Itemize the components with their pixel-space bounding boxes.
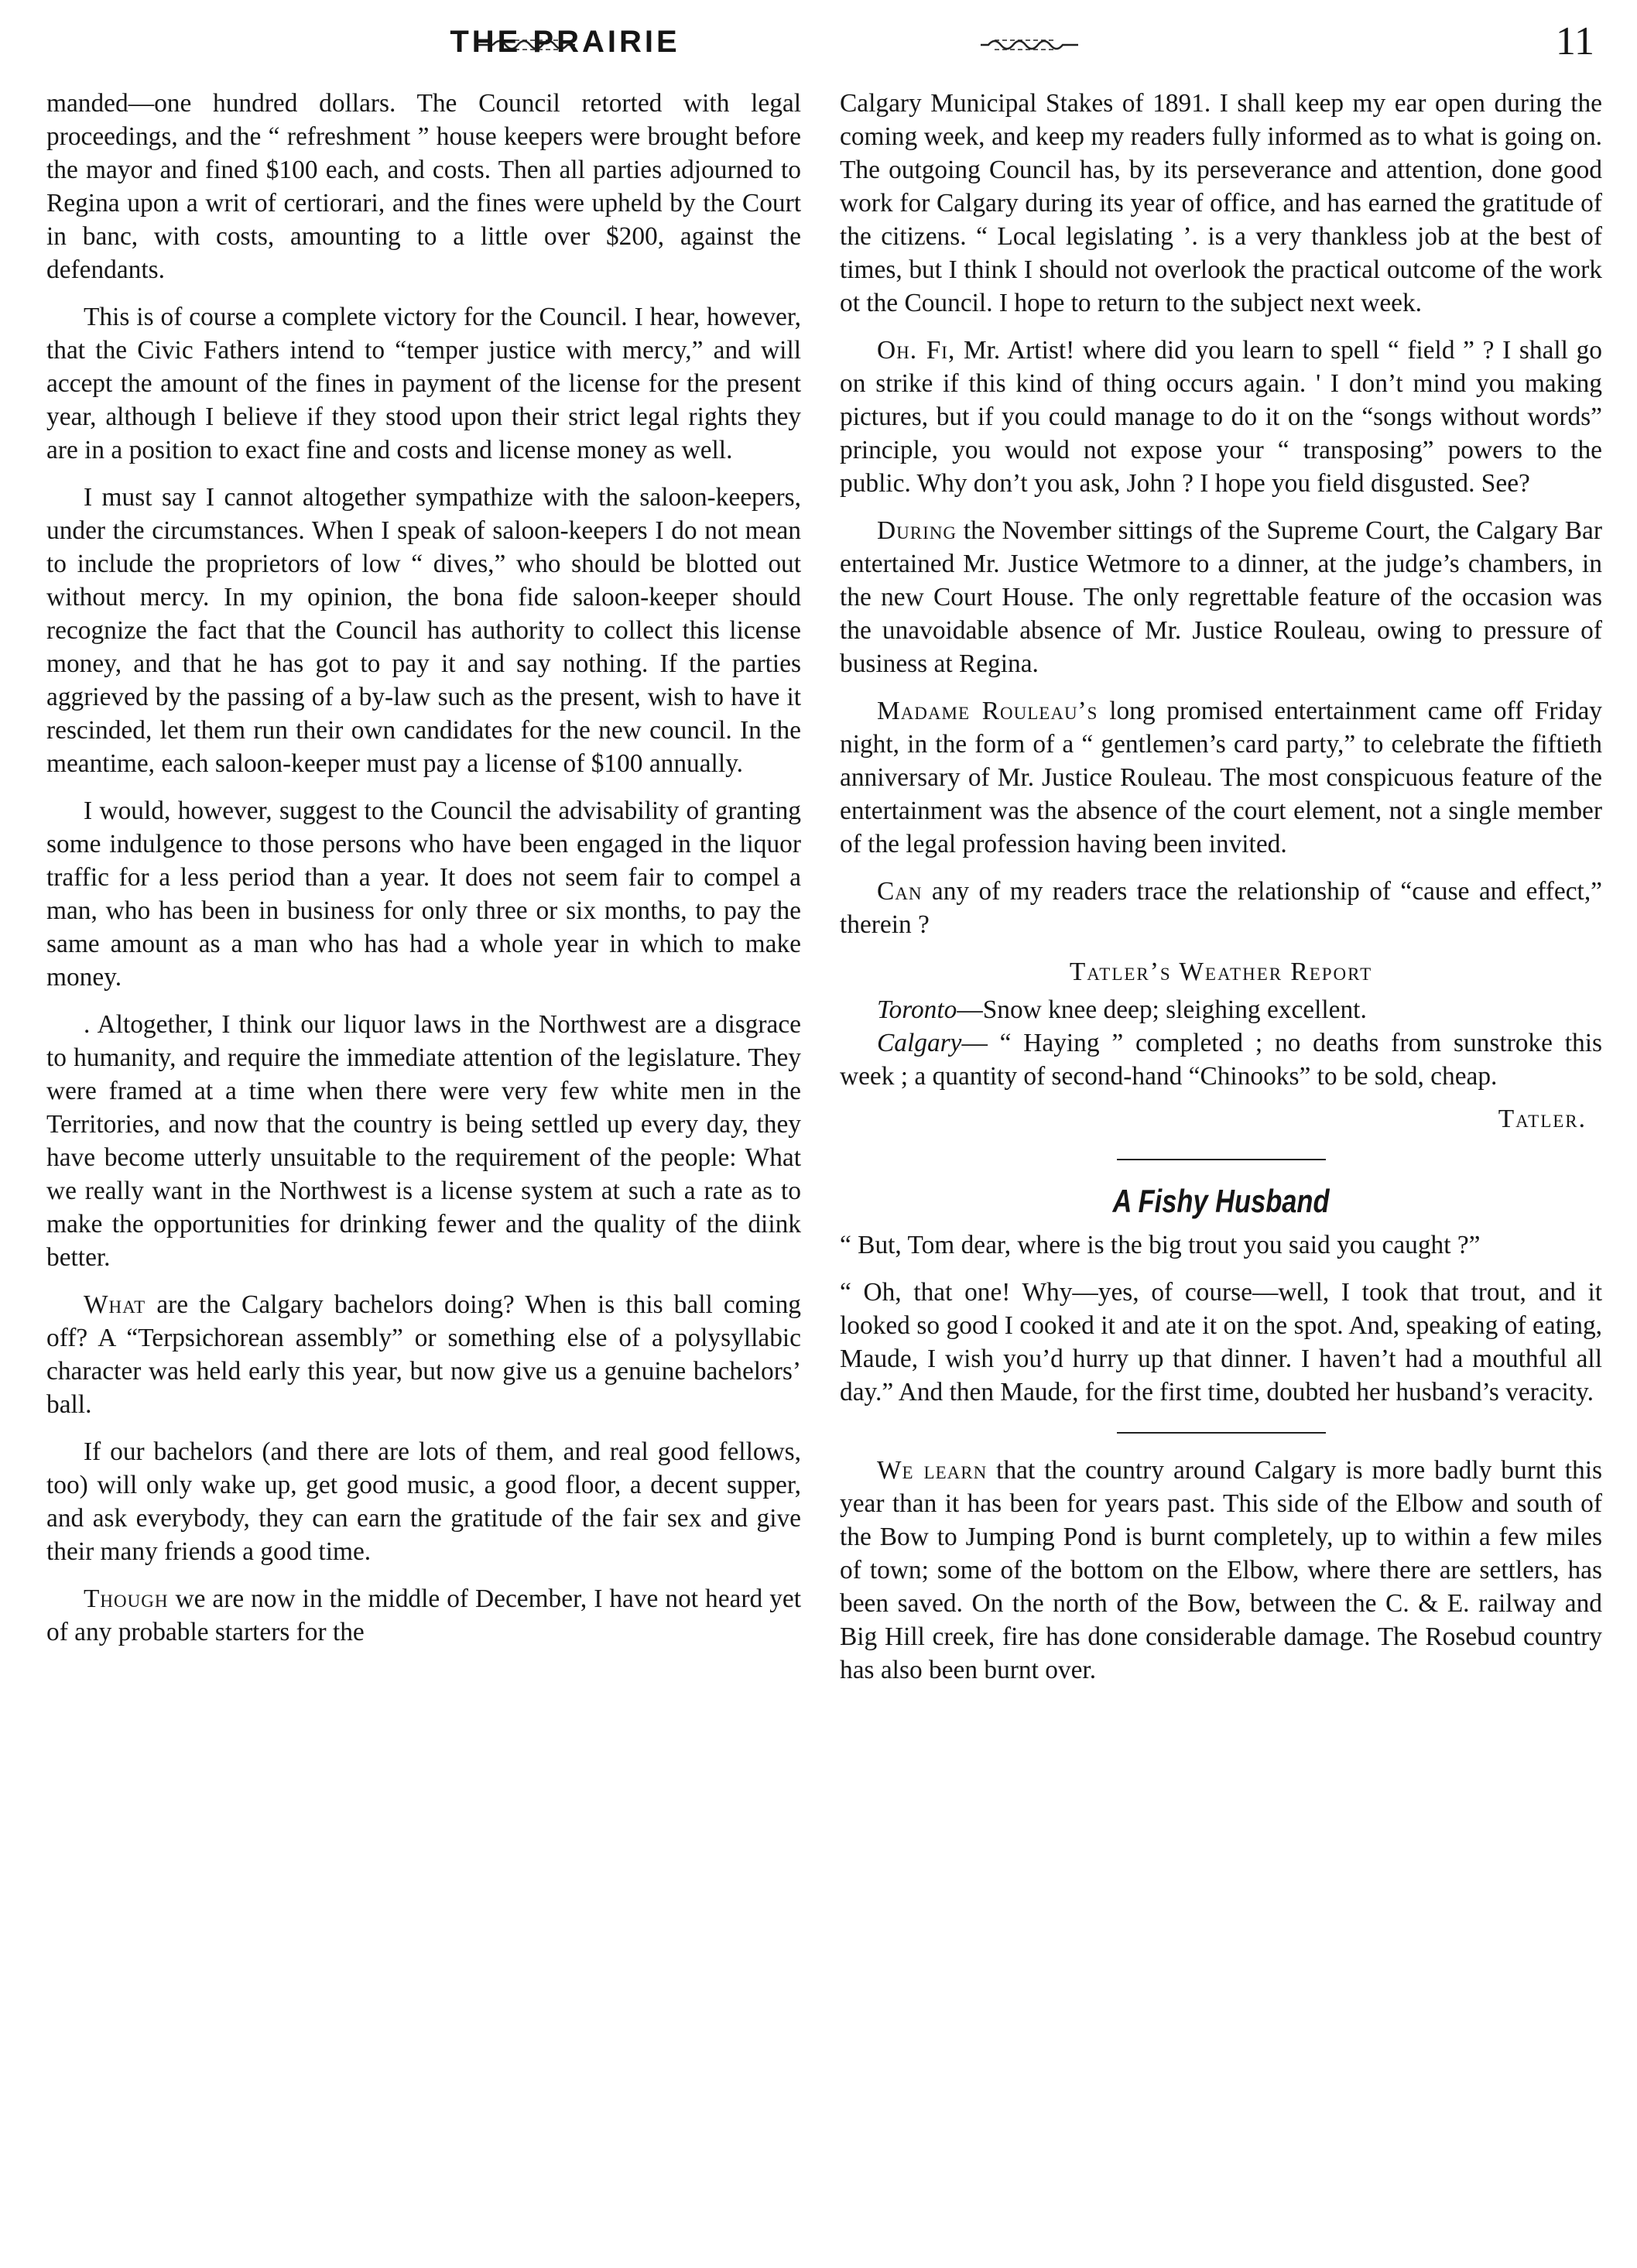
paragraph: This is of course a complete victory for the Council. I hear, however, that the Civic Fathers intend to “temper justice with mercy,” and will accept the amount of the fines in payment of the license for the present year, although I believe if they stood upon their strict legal rights they are in a position to exact fine and costs and license money as well. (46, 303, 801, 464)
city-name: Toronto (877, 995, 957, 1024)
paragraph (46, 1582, 801, 1649)
lead-in: During (877, 516, 957, 545)
paragraph: . Altogether, I think our liquor laws in the Northwest are a disgrace to humanity, and require the immediate attention of the legislature. They were framed at a time when there were very few white men in the Territories, and now that the country is being settled up every day, they have become utterly unsuitable to the requirement of the people: What we really want in the Northwest is a license system at such a rate as to make the opportunities for drinking fewer and the quality of the diink better. (46, 1010, 801, 1272)
paragraph: I must say I cannot altogether sympathize with the saloon-keepers, under the circumstances. When I speak of saloon-keepers I do not mean to include the proprietors of low “ dives,” who should be blotted out without mercy. In my opinion, the bona fide saloon-keeper should recognize the fact that the Council has authority to collect this license money, and that he has got to pay it and say nothing. If the parties aggrieved by the passing of a by-law such as the present, wish to have it rescinded, let them run their own candidates for the new council. In the meantime, each saloon-keeper must pay a license of $100 annually. (46, 483, 801, 778)
left-column (46, 87, 801, 1663)
paragraph-body: are the Calgary bachelors doing? When is this ball coming off? A “Terpsichorean assembly” or something else of a polysyllabic character was held early this year, but now give us a genuine bachelors’ ball. (46, 1290, 801, 1419)
lead-in: Madame Rouleau’s (877, 697, 1098, 725)
running-header (46, 14, 1594, 76)
magazine-title: THE PRAIRIE (450, 25, 680, 59)
right-column (840, 87, 1602, 1701)
paragraph-body: Mr. Artist! where did you learn to spell “ field ” ? I shall go on strike if this kind of thing occurs again. ' I don’t mind you making pictures, but if you could manage to do it on the “songs without words” principle, you would not expose your “ transposing” powers to the public. Why don’t you ask, John ? I hope you field disgusted. See? (840, 336, 1602, 498)
paragraph-body: long promised entertainment came off Friday night, in the form of a “ gentlemen’s card party,” to celebrate the fiftieth anniversary of Mr. Justice Rouleau. The most conspicuous feature of the entertainment was the absence of the court element, not a single member of the legal profession having been invited. (840, 697, 1602, 858)
paragraph: “ Oh, that one! Why—yes, of course—well, I took that trout, and it looked so good I cooked it and ate it on the spot. And, speaking of eating, Maude, I wish you’d hurry up that dinner. I haven’t had a mouthful all day.” And then Maude, for the first time, doubted her husband’s veracity. (840, 1278, 1602, 1406)
paragraph (840, 514, 1602, 680)
weather-text: —Snow knee deep; sleighing excellent. (957, 995, 1367, 1024)
section-divider (1117, 1432, 1326, 1434)
paragraph (840, 694, 1602, 861)
lead-in: Though (84, 1585, 169, 1613)
paragraph: “ But, Tom dear, where is the big trout you said you caught ?” (840, 1231, 1481, 1259)
right-ornament-icon (979, 34, 1080, 54)
weather-report-heading: Tatler’s Weather Report (1069, 958, 1373, 986)
lead-in: What (84, 1290, 146, 1319)
paragraph-body: the November sittings of the Supreme Court, the Calgary Bar entertained Mr. Justice Wetmore to a dinner, at the judge’s chambers, in the new Court House. The only regrettable feature of the occasion was the unavoidable absence of Mr. Justice Rouleau, owing to pressure of business at Regina. (840, 516, 1602, 678)
page-number: 11 (1555, 19, 1594, 63)
paragraph: Calgary Municipal Stakes of 1891. I shall keep my ear open during the coming week, and keep my readers fully informed as to what is going on. The outgoing Council has, by its perseverance and attention, done good work for Calgary during its year of office, and has earned the gratitude of the citizens. “ Local legislating ’. is a very thankless job at the best of times, but I think I should not overlook the practical outcome of the work ot the Council. I hope to return to the subject next week. (840, 89, 1602, 317)
city-name: Calgary (877, 1029, 962, 1057)
weather-entry-calgary (840, 1026, 1602, 1093)
paragraph: If our bachelors (and there are lots of them, and real good fellows, too) will only wake up, get good music, a good floor, a decent supper, and ask everybody, they can earn the gratitude of the fair sex and give their many friends a good time. (46, 1437, 801, 1566)
section-divider (1117, 1159, 1326, 1160)
weather-text: — “ Haying ” completed ; no deaths from sunstroke this week ; a quantity of second-hand “Chinooks” to be sold, cheap. (840, 1029, 1602, 1091)
story-heading: A Fishy Husband (1112, 1183, 1330, 1219)
weather-entry-toronto (840, 993, 1602, 1026)
paragraph-body: that the country around Calgary is more badly burnt this year than it has been for years past. This side of the Elbow and south of the Bow to Jumping Pond is burnt completely, up to within a few miles of town; some of the bottom on the Elbow, where there are settlers, has been saved. On the north of the Bow, between the C. & E. railway and Big Hill creek, fire has done considerable damage. The Rosebud country has also been burnt over. (840, 1456, 1602, 1684)
paragraph: manded—one hundred dollars. The Council retorted with legal proceedings, and the “ refreshment ” house keepers were brought before the mayor and fined $100 each, and costs. Then all parties adjourned to Regina upon a writ of certiorari, and the fines were upheld by the Court in banc, with costs, amounting to a little over $200, against the defendants. (46, 89, 801, 284)
paragraph (840, 1454, 1602, 1687)
paragraph-body: we are now in the middle of December, I have not heard yet of any probable starters for the (46, 1585, 801, 1646)
lead-in: Can (877, 877, 923, 906)
paragraph: I would, however, suggest to the Council the advisability of granting some indulgence to those persons who have been engaged in the liquor traffic for a less period than a year. It does not seem fair to compel a man, who has been in business for only three or six months, to pay the same amount as a man who has had a whole year in which to make money. (46, 797, 801, 992)
paragraph-body: any of my readers trace the relationship of “cause and effect,” therein ? (840, 877, 1602, 939)
paragraph (840, 334, 1602, 500)
paragraph (46, 1288, 801, 1421)
lead-in: Oh. Fi, (877, 336, 956, 365)
author-signature: Tatler. (1498, 1105, 1587, 1133)
paragraph (840, 875, 1602, 941)
lead-in: We learn (877, 1456, 988, 1485)
